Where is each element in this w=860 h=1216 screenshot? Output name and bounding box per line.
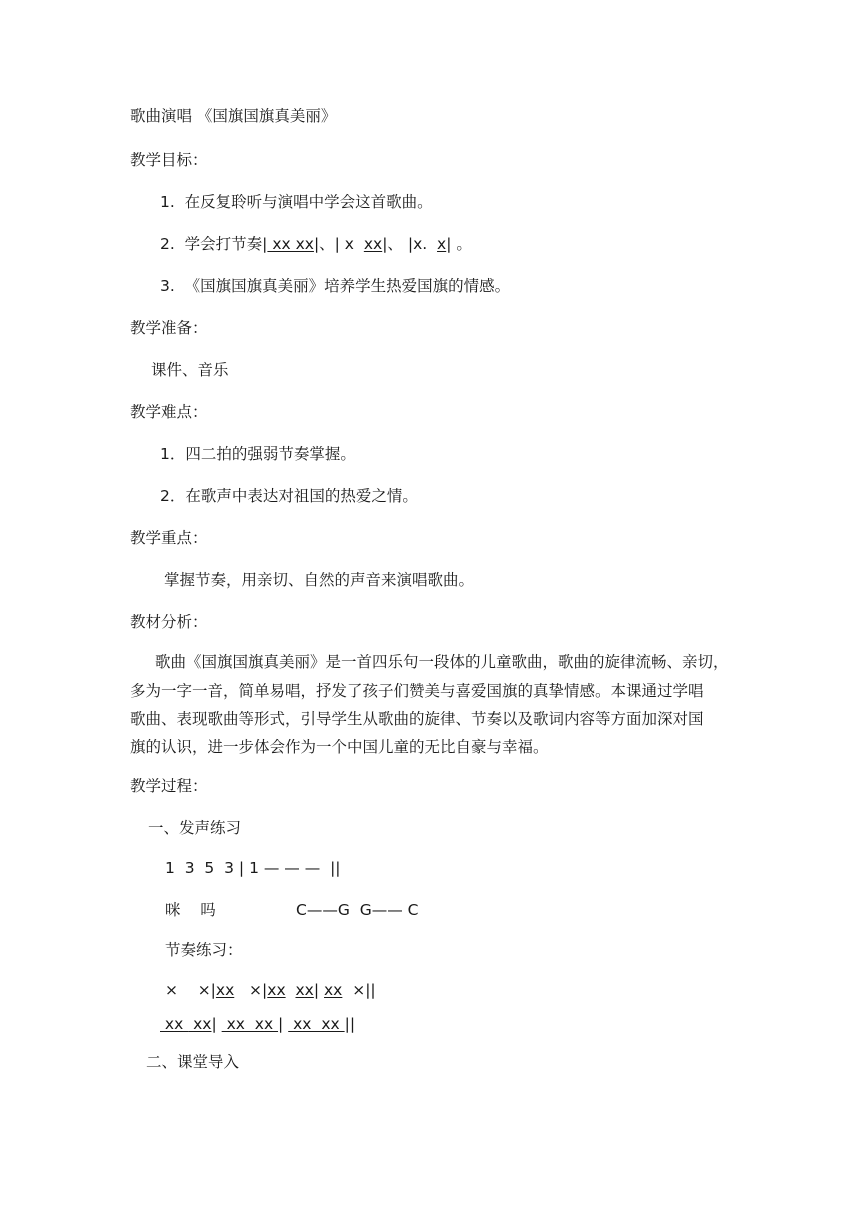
goal-item-3: 3. 《国旗国旗真美丽》培养学生热爱国旗的情感。 bbox=[160, 277, 511, 295]
analysis-line-2: 多为一字一音，简单易唱，抒发了孩子们赞美与喜爱国旗的真挚情感。本课通过学唱 bbox=[130, 682, 704, 700]
difficulty-item-2: 2．在歌声中表达对祖国的热爱之情。 bbox=[160, 487, 418, 505]
rhythm-heading: 节奏练习： bbox=[165, 941, 243, 959]
analysis-heading: 教材分析： bbox=[130, 613, 208, 631]
difficulty-heading: 教学难点： bbox=[130, 403, 208, 421]
rhythm-pattern-2: xx bbox=[363, 235, 383, 253]
analysis-line-3: 歌曲、表现歌曲等形式，引导学生从歌曲的旋律、节奏以及歌词内容等方面加深对国 bbox=[130, 710, 704, 728]
prep-heading: 教学准备： bbox=[130, 319, 208, 337]
section-2-heading: 二、课堂导入 bbox=[146, 1053, 240, 1071]
analysis-line-4: 旗的认识，进一步体会作为一个中国儿童的无比自豪与幸福。 bbox=[130, 738, 549, 756]
goal-item-2: 2. 学会打节奏| xx xx|、| x xx|、 |x. x| 。 bbox=[160, 235, 472, 253]
vocal-syllables: 咪 吗 bbox=[165, 901, 216, 919]
vocal-notation: 1 3 5 3 | 1 — — — || bbox=[165, 859, 341, 877]
difficulty-item-1: 1．四二拍的强弱节奏掌握。 bbox=[160, 445, 356, 463]
rhythm-pattern-3: x bbox=[437, 235, 447, 253]
section-1-heading: 一、发声练习 bbox=[148, 819, 242, 837]
goal-item-1: 1. 在反复聆听与演唱中学会这首歌曲。 bbox=[160, 193, 433, 211]
rhythm-line-2: xx xx| xx xx | xx xx || bbox=[160, 1015, 356, 1033]
prep-text: 课件、音乐 bbox=[151, 361, 229, 379]
document-title: 歌曲演唱 《国旗国旗真美丽》 bbox=[130, 107, 337, 125]
focus-text: 掌握节奏，用亲切、自然的声音来演唱歌曲。 bbox=[164, 571, 475, 589]
goals-heading: 教学目标： bbox=[130, 151, 208, 169]
process-heading: 教学过程： bbox=[130, 777, 208, 795]
chord-line: C——G G—— C bbox=[296, 901, 419, 919]
focus-heading: 教学重点： bbox=[130, 529, 208, 547]
rhythm-pattern-1: xx xx bbox=[267, 235, 314, 253]
analysis-line-1: 歌曲《国旗国旗真美丽》是一首四乐句一段体的儿童歌曲，歌曲的旋律流畅、亲切， bbox=[155, 653, 729, 671]
rhythm-line-1: × ×|xx ×|xx xx| xx ×|| bbox=[165, 981, 376, 999]
